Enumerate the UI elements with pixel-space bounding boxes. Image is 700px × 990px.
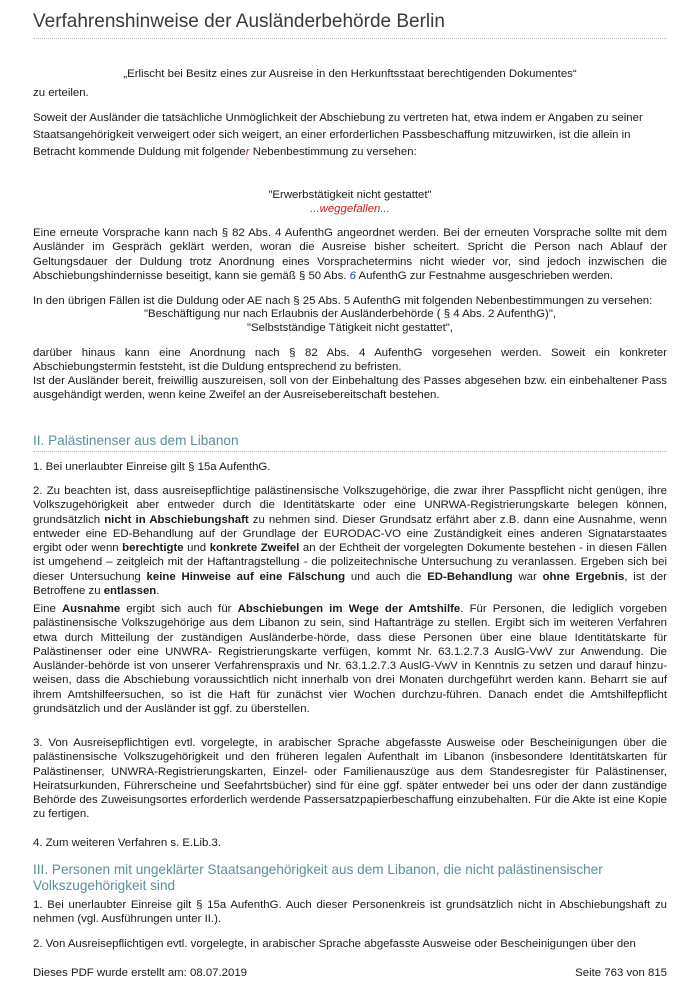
quote-erlischt-continuation: zu erteilen.: [33, 87, 89, 99]
section3-list-item-2: 2. Von Ausreisepflichtigen evtl. vorgelegte, in arabischer Sprache abgefasste Ausweise oder Bescheinigungen über den: [33, 938, 636, 950]
paragraph-unmoeglichkeit: Soweit der Ausländer die tatsächliche Unmöglichkeit der Abschiebung zu vertreten hat, etwa indem er Angaben zu seiner Staatsangehörigkeit verweigert oder sich weigert, an einer erforderlichen Passbeschaffung mitzuwirken, ist die allein in Betracht kommende Duldung mit folgender Nebenbestimmung zu versehen:: [33, 112, 643, 158]
footer-page-number: Seite 763 von 815: [575, 967, 667, 979]
page-header-title: Verfahrenshinweise der Ausländerbehörde Berlin: [33, 11, 667, 39]
paragraph-uebrige-faelle: In den übrigen Fällen ist die Duldung oder AE nach § 25 Abs. 5 AufenthG mit folgenden Nebenbestimmungen zu versehen:: [33, 295, 653, 307]
section-heading-ungeklaerte-staatsangehoerigkeit: III. Personen mit ungeklärter Staatsangehörigkeit aus dem Libanon, die nicht palästinensischer Volkszugehörigkeit sind: [33, 862, 603, 893]
quote-selbststaendig: "Selbstständige Tätigkeit nicht gestattet",: [246, 322, 454, 334]
blue-correction-mark: 6: [349, 269, 356, 282]
list-item-4-verfahren: 4. Zum weiteren Verfahren s. E.Lib.3.: [33, 837, 222, 849]
list-item-2-abschiebungshaft: 2. Zu beachten ist, dass ausreisepflichtige palästinensische Volkszugehörige, die zwar ihrer Passpflicht nicht genügen, ihre Volkszugehörigkeit aber entweder durch die Identitätskarte oder eine UNRWA-Registrierungskarte belegen können, grundsätzlich nicht in Abschiebungshaft zu nehmen sind. Dieser Grundsatz erfährt aber z.B. dann eine Ausnahme, wenn entweder eine ED-Behandlung auf der Grundlage der EURODAC-VO eine Zuständigkeit eines anderen Signatarstaates ergibt oder wenn berechtigte und konkrete Zweifel an der Echtheit der vorgelegten Dokumente bestehen - in diesen Fällen ist umgehend – zeitgleich mit der Haftantragstellung - die polizeitechnische Untersuchung zu veranlassen. Ergeben sich bei dieser Untersuchung keine Hinweise auf eine Fälschung und auch die ED-Behandlung war ohne Ergebnis, ist der Betroffene zu entlassen.: [33, 485, 667, 598]
red-correction-mark: r: [245, 146, 250, 158]
paragraph-freiwillige-ausreise: Ist der Ausländer bereit, freiwillig auszureisen, soll von der Einbehaltung des Passes abgesehen bzw. ein einbehaltener Pass ausgehändigt werden, wenn keine Zweifel an der Ausreisebereitschaft bestehen.: [33, 375, 667, 402]
list-item-3-ausweise: 3. Von Ausreisepflichtigen evtl. vorgelegte, in arabischer Sprache abgefasste Ausweise oder Bescheinigungen über die palästinensische Volkszugehörigkeit und den früheren legalen Aufenthalt im Libanon (insbesondere Identitätskarten für Palästinenser, UNWRA-Registrierungskarten, Einzel- oder Familienauszüge aus dem Standesregister für Palästinenser, Heiratsurkunden, Führerscheine und Seefahrtsbücher) sind für eine ggf. später entweder bei uns oder der dann zuständige Behörde des Zuweisungsortes erforderlich werdende Passersatzpapierbeschaffung einzubehalten. Für die Akte ist eine Kopie zu fertigen.: [33, 737, 667, 821]
list-item-1-einreise: 1. Bei unerlaubter Einreise gilt § 15a AufenthG.: [33, 461, 271, 473]
removed-note: ...weggefallen...: [310, 203, 390, 215]
quote-erwerbstaetigkeit: "Erwerbstätigkeit nicht gestattet": [268, 189, 432, 201]
quote-erlischt: „Erlischt bei Besitz eines zur Ausreise in den Herkunftsstaat berechtigenden Dokumentes“: [123, 68, 577, 80]
quote-beschaeftigung: "Beschäftigung nur nach Erlaubnis der Ausländerbehörde ( § 4 Abs. 2 AufenthG)",: [143, 308, 557, 320]
footer-created-date: Dieses PDF wurde erstellt am: 08.07.2019: [33, 967, 247, 979]
paragraph-ausnahme-amtshilfe: Eine Ausnahme ergibt sich auch für Abschiebungen im Wege der Amtshilfe. Für Personen, die lediglich vorgeben palästinensische Volkszugehörige aus dem Libanon zu sein, sind Haftanträge zu stellen. Ergibt sich im weiteren Verfahren etwa durch Mitteilung der zuständigen Ausländerbe-hörde, dass diese Personen über eine blaue Identitätskarte für Palästinenser oder eine UNWRA- Registrierungskarte verfügen, kommt Nr. 63.1.2.7.3 AuslG-VwV zur Anwendung. Die Ausländer-behörde ist von unserer Verfahrenspraxis und Nr. 63.1.2.7.3 AuslG-VwV in Kenntnis zu setzen und darauf hinzu-weisen, dass die Abschiebung voraussichtlich nicht innerhalb von drei Monaten durchgeführt werden kann. Beharrt sie auf ihrem Amtshilfeersuchen, so ist die Haft für zunächst vier Wochen durchzu-führen. Danach endet die Amtshilfepflicht grundsätzlich und der Ausländer ist ggf. zu überstellen.: [33, 603, 667, 716]
section3-list-item-1: 1. Bei unerlaubter Einreise gilt § 15a AufenthG. Auch dieser Personenkreis ist grundsätzlich nicht in Abschiebungshaft zu nehmen (vgl. Ausführungen unter II.).: [33, 899, 667, 926]
section-heading-palaestinenser: II. Palästinenser aus dem Libanon: [33, 433, 667, 452]
paragraph-vorsprache: Eine erneute Vorsprache kann nach § 82 Abs. 4 AufenthG angeordnet werden. Bei der erneuten Vorsprache sollte mit dem Ausländer im Gespräch geklärt werden, woran die Ausreise bisher scheitert. Spricht die Person nach Ablauf der Geltungsdauer der Duldung trotz Anordnung eines Vorsprachetermins nicht wieder vor, sind jedoch inzwischen die Abschiebungshindernisse beseitigt, kann sie gemäß § 50 Abs. 6 AufenthG zur Festnahme ausgeschrieben werden.: [33, 227, 667, 282]
paragraph-anordnung: darüber hinaus kann eine Anordnung nach § 82 Abs. 4 AufenthG vorgesehen werden. Soweit ein konkreter Abschiebungstermin feststeht, ist die Duldung entsprechend zu befristen.: [33, 347, 667, 374]
